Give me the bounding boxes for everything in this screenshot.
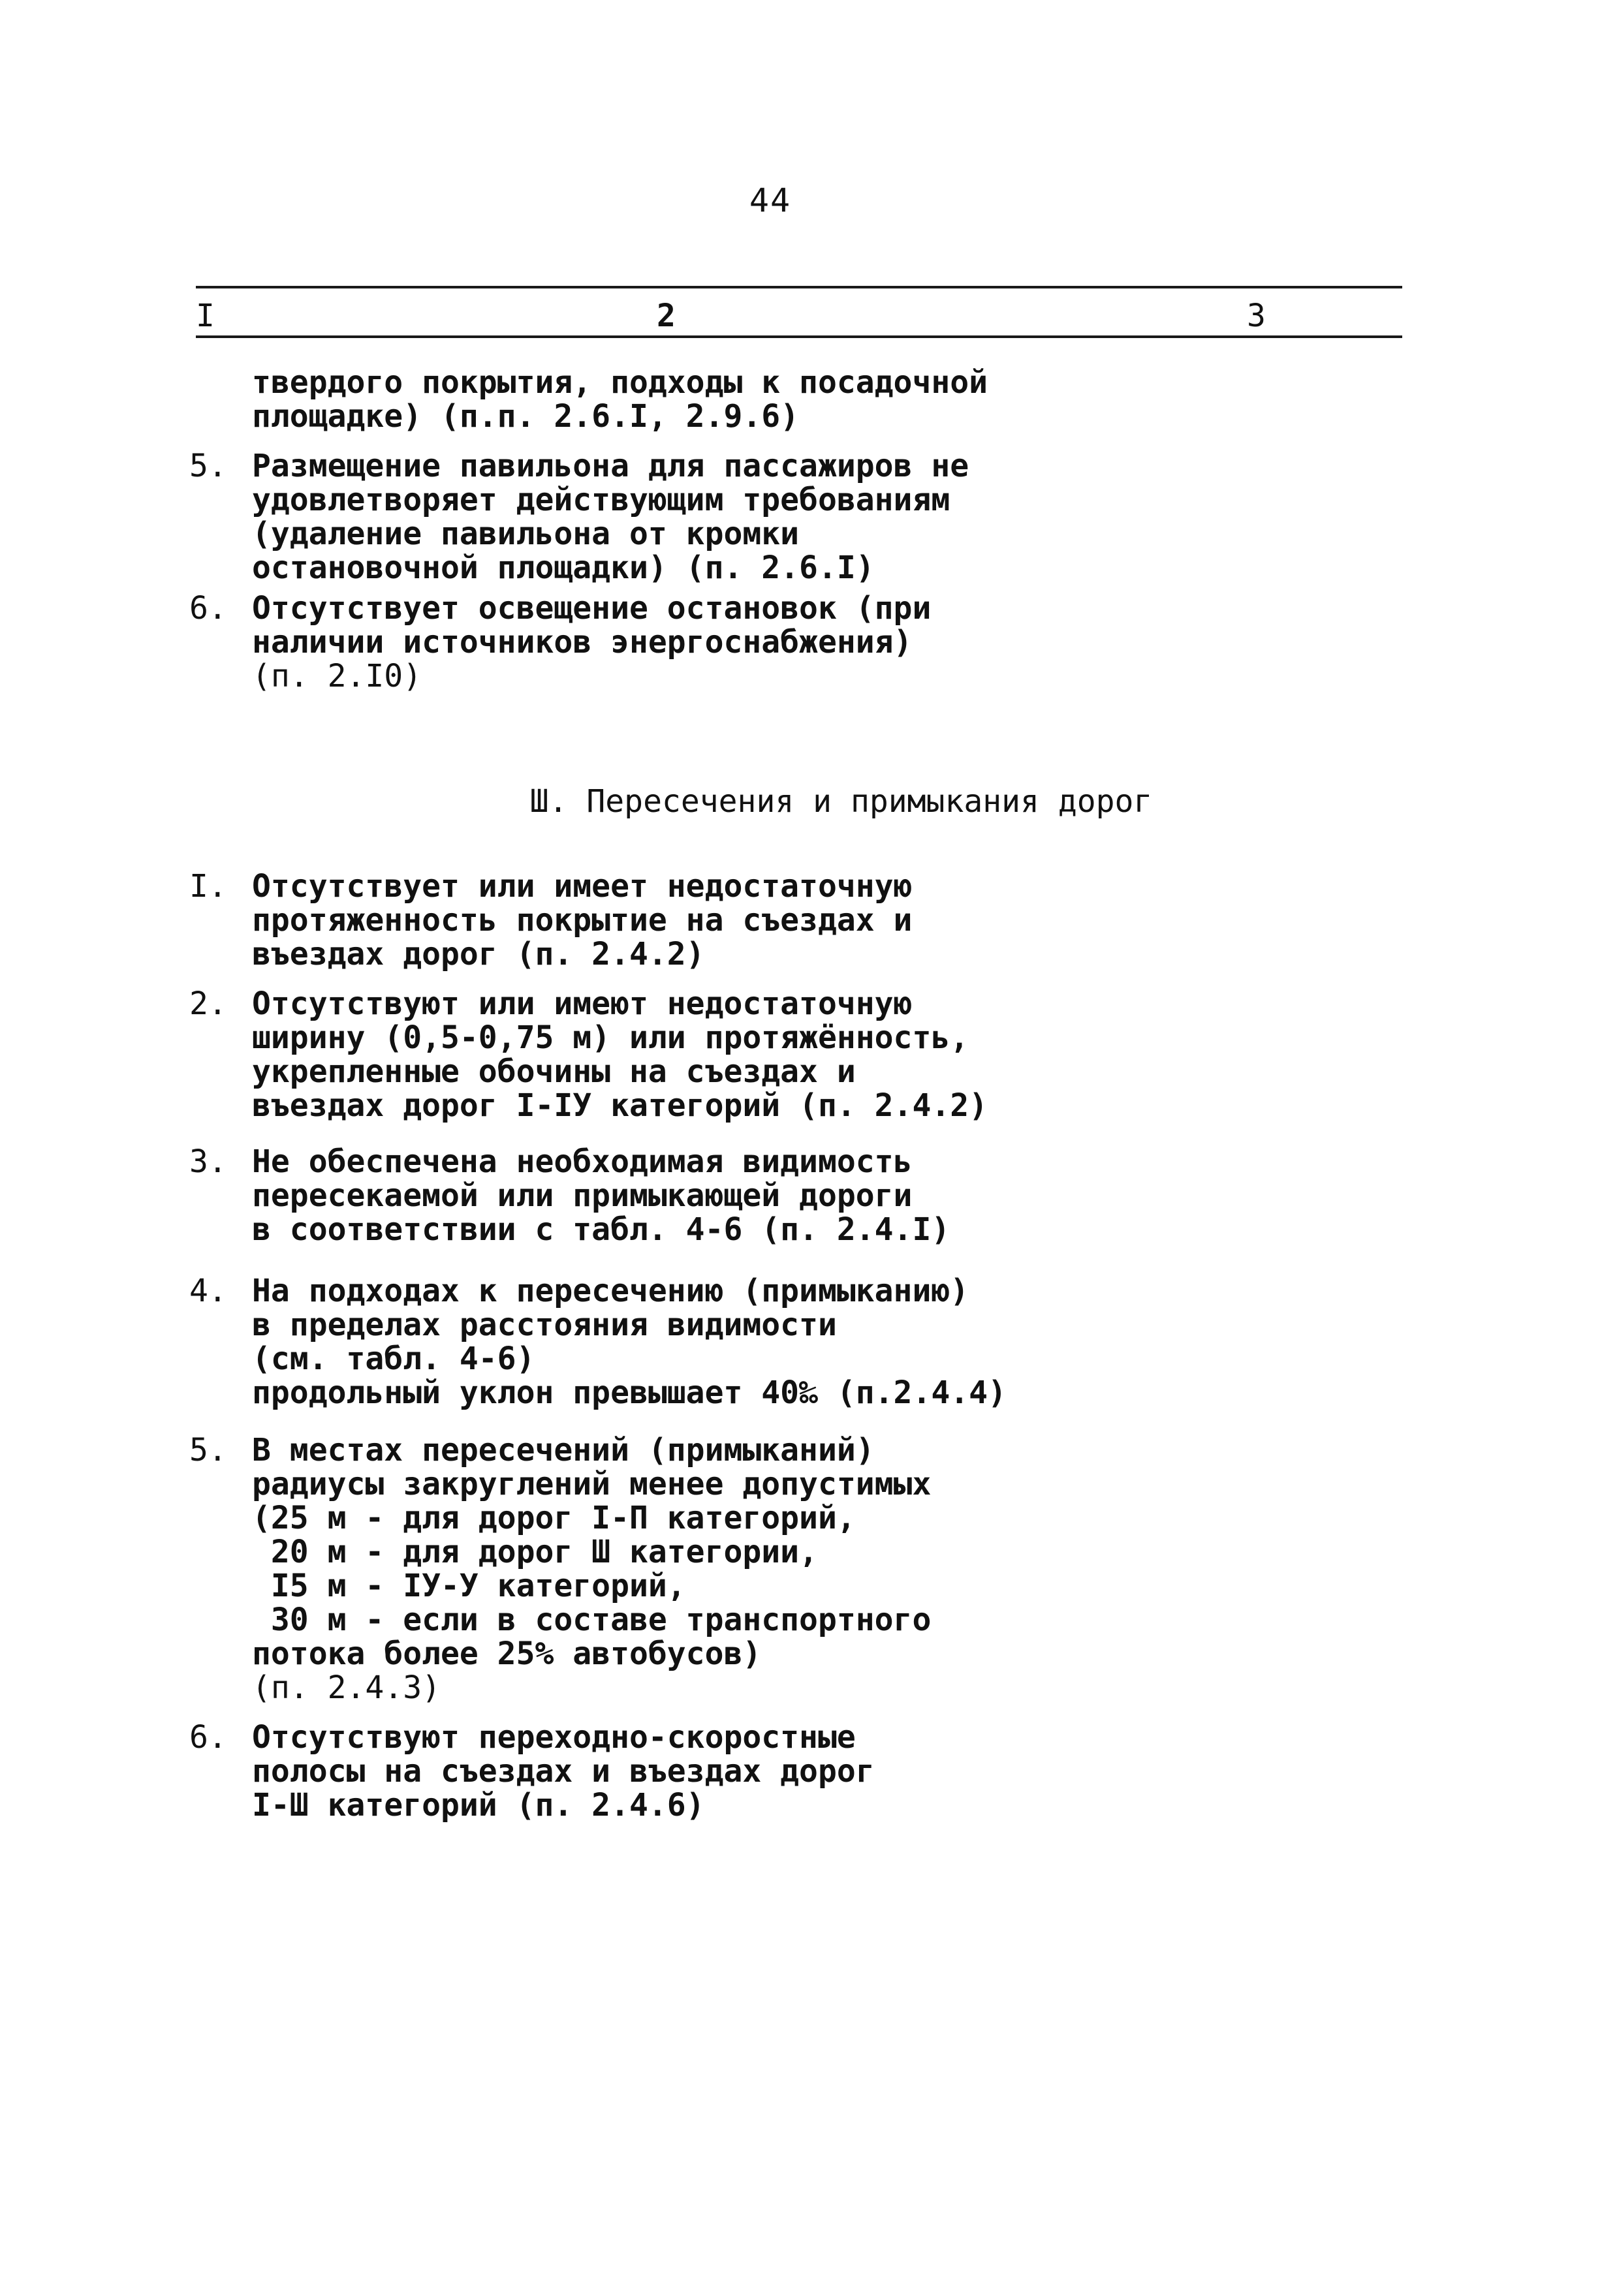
- list-item: [189, 1274, 1404, 1410]
- item-text: Отсутствуют или имеют недостаточную ширину (0,5-0,75 м) или протяжённость, укрепленные обочины на съездах и въездах дорог I-IУ категорий (п. 2.4.2): [252, 985, 988, 1124]
- list-item: [189, 1145, 1404, 1247]
- item-text: Размещение павильона для пассажиров не удовлетворяет действующим требованиям (удаление павильона от кромки остановочной площадки) (п. 2.6.I): [252, 448, 969, 586]
- item-number: 5.: [189, 448, 227, 484]
- list-item: [189, 1720, 1404, 1822]
- column-header-3: 3: [1247, 298, 1266, 334]
- table-rule-bottom: [196, 335, 1402, 338]
- item-number: 4.: [189, 1273, 227, 1309]
- item-text: твердого покрытия, подходы к посадочной площадке) (п.п. 2.6.I, 2.9.6): [252, 364, 988, 435]
- list-item: [189, 449, 1404, 585]
- list-item-continuation: [189, 365, 1404, 433]
- column-header-2: 2: [657, 298, 676, 334]
- item-number: I.: [189, 868, 227, 905]
- list-item: [189, 1433, 1404, 1705]
- item-text: Отсутствует освещение остановок (при наличии источников энергоснабжения) (п. 2.I0): [252, 590, 932, 694]
- item-text: Не обеспечена необходимая видимость пересекаемой или примыкающей дороги в соответствии с табл. 4-6 (п. 2.4.I): [252, 1143, 950, 1248]
- item-text: Отсутствует или имеет недостаточную протяженность покрытие на съездах и въездах дорог (п. 2.4.2): [252, 868, 913, 972]
- section-title: Ш. Пересечения и примыкания дорог: [529, 783, 1153, 820]
- item-number: 6.: [189, 590, 227, 627]
- table-rule-top: [196, 286, 1402, 288]
- list-item: [189, 987, 1404, 1123]
- item-text: Отсутствуют переходно-скоростные полосы на съездах и въездах дорог I-Ш категорий (п. 2.4.6): [252, 1719, 875, 1823]
- item-number: 6.: [189, 1719, 227, 1756]
- item-number: 2.: [189, 985, 227, 1022]
- item-text: В местах пересечений (примыканий) радиусы закруглений менее допустимых (25 м - для дорог I-П категорий, 20 м - для дорог Ш категории, I5 м - IУ-У категорий, 30 м - если в составе транспортного потока более 25% автобусов) (п. 2.4.3): [252, 1432, 932, 1706]
- list-item: [189, 591, 1404, 693]
- item-number: 5.: [189, 1432, 227, 1468]
- page-number: 44: [749, 181, 792, 219]
- column-header-1: I: [196, 298, 215, 334]
- item-number: 3.: [189, 1143, 227, 1180]
- item-text: На подходах к пересечению (примыканию) в пределах расстояния видимости (см. табл. 4-6) продольный уклон превышает 40‰ (п.2.4.4): [252, 1273, 1007, 1411]
- list-item: [189, 869, 1404, 971]
